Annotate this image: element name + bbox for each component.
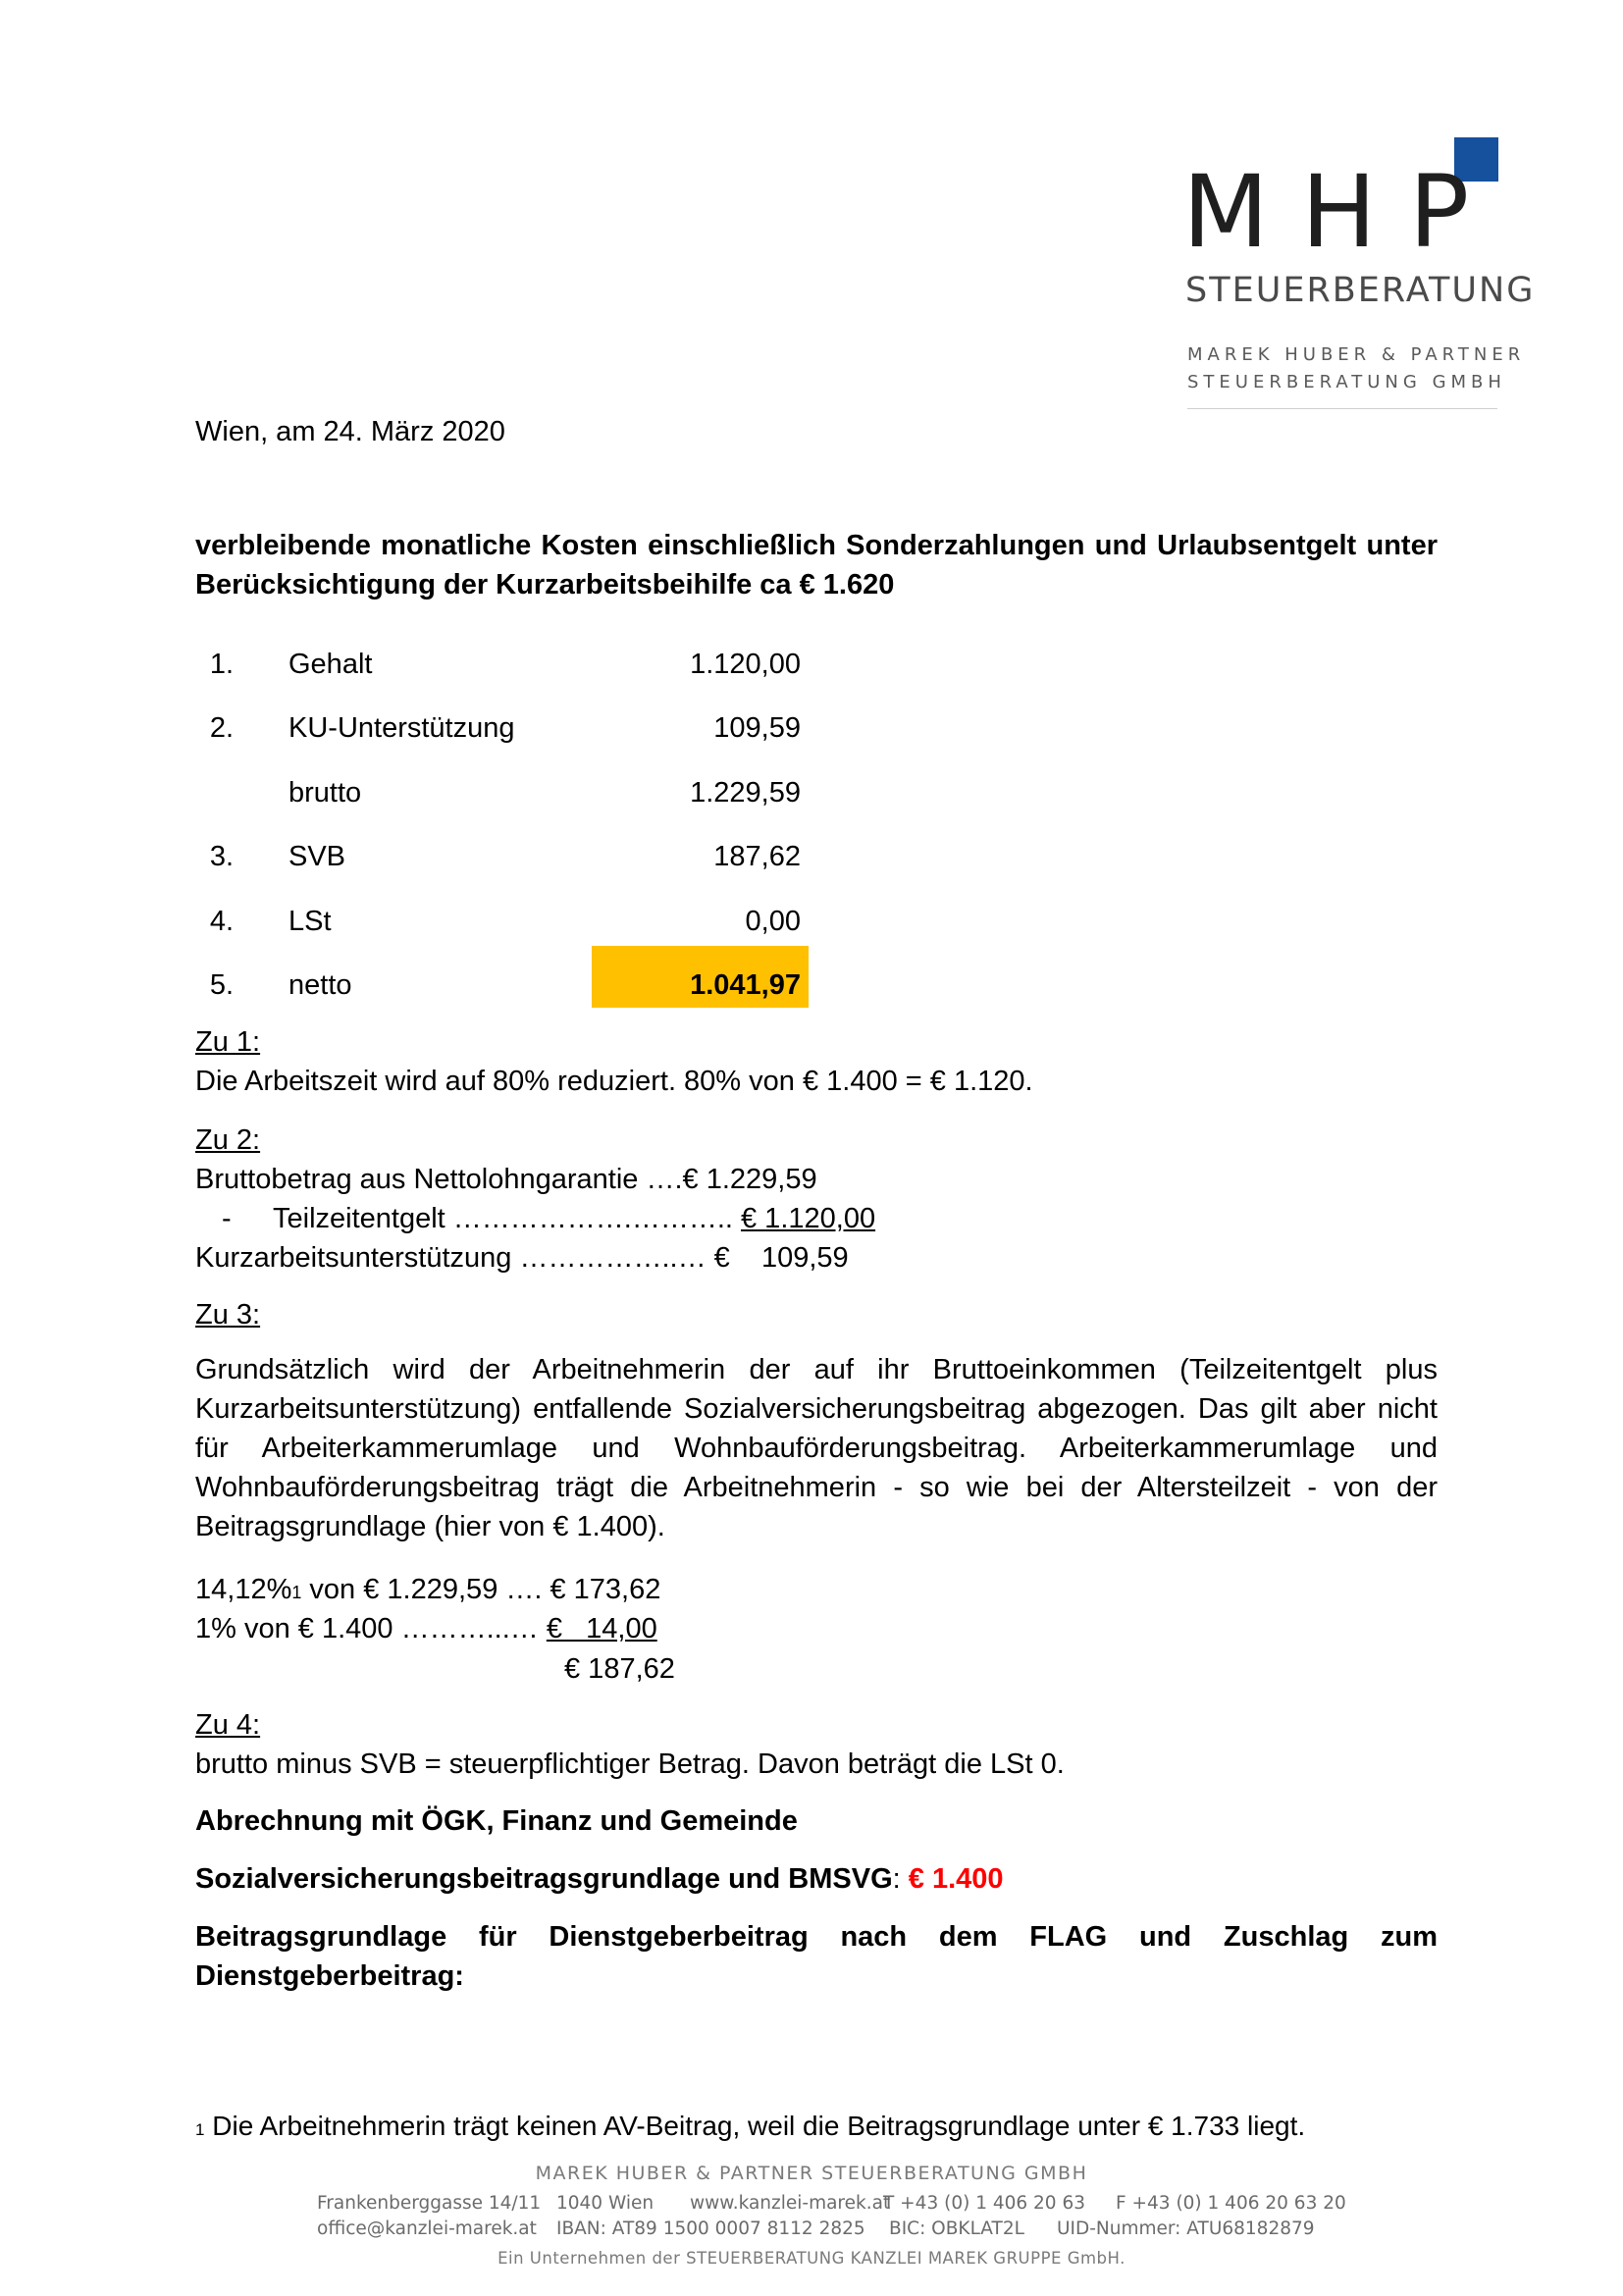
table-row-num: 5. bbox=[209, 969, 234, 1001]
table-row-label: LSt bbox=[288, 906, 332, 937]
table-row-label: netto bbox=[288, 969, 352, 1001]
svbg-colon: : bbox=[892, 1863, 909, 1895]
zu3-calc-1-rest: von € 1.229,59 …. € 173,62 bbox=[301, 1574, 661, 1605]
svbg-value: € 1.400 bbox=[908, 1863, 1004, 1895]
footnote bbox=[195, 2107, 1305, 2150]
table-row-label: brutto bbox=[288, 777, 362, 809]
section-title-zu3: Zu 3: bbox=[195, 1299, 261, 1331]
zu1-text: Die Arbeitszeit wird auf 80% reduziert. 80% von € 1.400 = € 1.120. bbox=[195, 1066, 1033, 1097]
footer-address: Frankenberggasse 14/11 bbox=[317, 2193, 542, 2214]
footer-bic: BIC: OBKLAT2L bbox=[889, 2218, 1024, 2239]
zu3-calc-2-label: 1% von € 1.400 ………...… bbox=[195, 1613, 547, 1644]
footer-city: 1040 Wien bbox=[556, 2193, 654, 2214]
footer-fax: F +43 (0) 1 406 20 63 20 bbox=[1116, 2193, 1346, 2214]
logo-line-1: MAREK HUBER & PARTNER bbox=[1187, 344, 1526, 365]
date-line: Wien, am 24. März 2020 bbox=[195, 416, 505, 447]
logo-mark: MHP bbox=[1182, 154, 1502, 271]
footer-tel: T +43 (0) 1 406 20 63 bbox=[883, 2193, 1085, 2214]
logo-divider bbox=[1187, 408, 1497, 409]
footer-web: www.kanzlei-marek.at bbox=[690, 2193, 891, 2214]
zu2-line-2-label: Teilzeitentgelt ……………….……….. bbox=[273, 1203, 741, 1234]
table-row-value: 109,59 bbox=[713, 712, 801, 744]
zu3-calc-total: € 187,62 bbox=[564, 1653, 675, 1685]
footer-iban: IBAN: AT89 1500 0007 8112 2825 bbox=[556, 2218, 865, 2239]
page-heading: verbleibende monatliche Kosten einschließlich Sonderzahlungen und Urlaubsentgelt unter Berücksichtigung der Kurzarbeitsbeihilfe ca € 1.620 bbox=[195, 530, 1438, 600]
table-row-num: 3. bbox=[209, 841, 234, 872]
zu2-line-2-value: € 1.120,00 bbox=[741, 1203, 876, 1234]
section-title-zu1: Zu 1: bbox=[195, 1026, 261, 1058]
zu2-line-2-dash: - bbox=[222, 1203, 232, 1234]
table-row-label: Gehalt bbox=[288, 649, 373, 680]
table-row-value: 0,00 bbox=[745, 906, 801, 937]
svbg-line bbox=[195, 1859, 1004, 1899]
abrechnung-heading: Abrechnung mit ÖGK, Finanz und Gemeinde bbox=[195, 1805, 798, 1837]
section-title-zu2: Zu 2: bbox=[195, 1124, 261, 1156]
zu3-paragraph: Grundsätzlich wird der Arbeitnehmerin der auf ihr Bruttoeinkommen (Teilzeitentgelt plus Kurzarbeitsunterstützung) entfallende Sozialversicherungsbeitrag abgezogen. Das gilt aber nicht für Arbeiterkammerumlage und Wohnbauförderungsbeitrag. Arbeiterkammerumlage und Wohnbauförderungsbeitrag trägt die Arbeitnehmerin - so wie bei der Altersteilzeit - von der Beitragsgrundlage (hier von € 1.400). bbox=[195, 1354, 1438, 1542]
table-row-num: 2. bbox=[209, 712, 234, 744]
netto-value: 1.041,97 bbox=[690, 969, 801, 1001]
table-row-value: 187,62 bbox=[713, 841, 801, 872]
table-row-num: 4. bbox=[209, 906, 234, 937]
footer-group: Ein Unternehmen der STEUERBERATUNG KANZLEI MAREK GRUPPE GmbH. bbox=[497, 2249, 1126, 2268]
section-title-zu4: Zu 4: bbox=[195, 1709, 261, 1741]
zu2-line-2 bbox=[273, 1199, 875, 1238]
footer-company: MAREK HUBER & PARTNER STEUERBERATUNG GMBH bbox=[535, 2163, 1088, 2184]
zu2-line-3: Kurzarbeitsunterstützung ……………..… € 109,59 bbox=[195, 1242, 849, 1274]
zu3-calc-2 bbox=[195, 1609, 657, 1648]
zu3-calc-2-value: € 14,00 bbox=[546, 1613, 657, 1644]
footnote-number: 1 bbox=[195, 2120, 205, 2139]
table-row-label: SVB bbox=[288, 841, 346, 872]
footnote-ref: 1 bbox=[291, 1583, 302, 1602]
table-row-num: 1. bbox=[209, 649, 234, 680]
table-row-value: 1.229,59 bbox=[690, 777, 801, 809]
table-row-label: KU-Unterstützung bbox=[288, 712, 515, 744]
svbg-label: Sozialversicherungsbeitragsgrundlage und BMSVG bbox=[195, 1863, 893, 1895]
logo-name: STEUERBERATUNG bbox=[1185, 271, 1536, 310]
flag-heading: Beitragsgrundlage für Dienstgeberbeitrag nach dem FLAG und Zuschlag zum Dienstgeberbeitrag: bbox=[195, 1921, 1438, 1992]
footer-email: office@kanzlei-marek.at bbox=[317, 2218, 537, 2239]
zu3-calc-1 bbox=[195, 1570, 660, 1612]
logo-line-2: STEUERBERATUNG GMBH bbox=[1187, 372, 1506, 392]
zu3-calc-1-percent: 14,12% bbox=[195, 1574, 292, 1605]
table-row-value: 1.120,00 bbox=[690, 649, 801, 680]
zu4-text: brutto minus SVB = steuerpflichtiger Betrag. Davon beträgt die LSt 0. bbox=[195, 1748, 1065, 1780]
zu2-line-1: Bruttobetrag aus Nettolohngarantie ….€ 1.229,59 bbox=[195, 1164, 817, 1195]
footnote-text: Die Arbeitnehmerin trägt keinen AV-Beitrag, weil die Beitragsgrundlage unter € 1.733 liegt. bbox=[204, 2111, 1306, 2141]
footer-uid: UID-Nummer: ATU68182879 bbox=[1057, 2218, 1315, 2239]
